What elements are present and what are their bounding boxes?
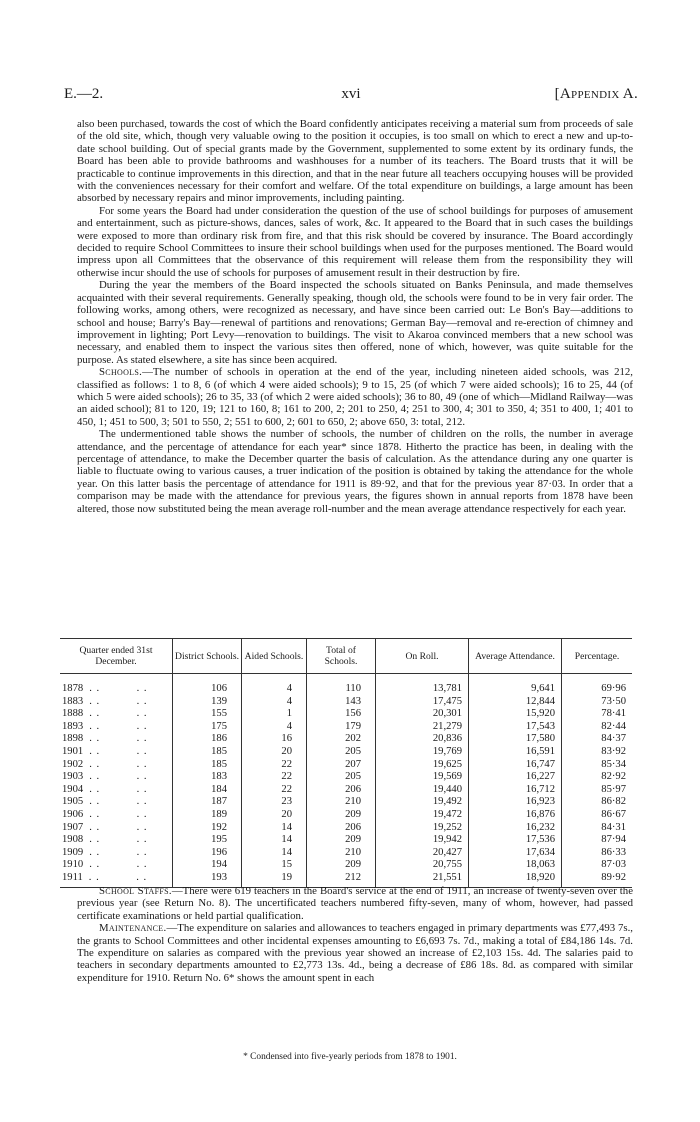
total-cell: 209 [307,859,376,872]
col-header-total: Total of Schools. [307,639,376,674]
year-value: 1903 [62,771,84,783]
aided-cell: 22 [242,771,307,784]
schools-heading: Schools. [99,366,143,379]
paragraph-table-intro: The undermentioned table shows the number of schools, the number of children on the rolls, the number in average attendance, and the percentage of attendance for each year* since 1878. Hitherto the practice has been, in dealing with the percentage of attendance, to make the December quarter the basis of calculation. As the attendance during any one quarter is liable to fluctuate owing to various causes, a truer indication of the position is obtained by taking the attendance for the whole year. On this latter basis the percentage of attendance for 1911 is 89·92, and that for the previous year 87·03. In order that a comparison may be made with the attendance for previous years, the figures shown in annual reports from 1878 have been altered, those now substituted being the mean average roll-number and the mean average attendance respectively for each year. [77,428,633,515]
aided-cell: 14 [242,847,307,860]
district-cell: 187 [173,796,242,809]
year-cell [60,809,173,822]
average-cell: 16,923 [469,796,562,809]
leader-dots: . . . . [89,695,148,707]
on-roll-cell: 19,440 [376,784,469,797]
table-row [60,721,632,734]
table-row [60,708,632,721]
average-cell: 16,232 [469,822,562,835]
district-cell: 185 [173,746,242,759]
aided-cell: 23 [242,796,307,809]
leader-dots: . . . . [89,846,148,858]
percentage-cell: 73·50 [562,696,633,709]
footnote: * Condensed into five-yearly periods from 1878 to 1901. [243,1052,457,1062]
year-cell [60,721,173,734]
year-cell [60,847,173,860]
col-header-percentage: Percentage. [562,639,633,674]
on-roll-cell: 19,472 [376,809,469,822]
average-cell: 16,591 [469,746,562,759]
leader-dots: . . . . [89,720,148,732]
year-value: 1908 [62,834,84,846]
district-cell: 185 [173,759,242,772]
average-cell: 12,844 [469,696,562,709]
year-value: 1909 [62,846,84,858]
district-cell: 175 [173,721,242,734]
aided-cell: 14 [242,834,307,847]
year-cell [60,822,173,835]
col-header-average: Average Attendance. [469,639,562,674]
year-value: 1883 [62,695,84,707]
average-cell: 18,063 [469,859,562,872]
district-cell: 139 [173,696,242,709]
leader-dots: . . . . [89,859,148,871]
total-cell: 207 [307,759,376,772]
leader-dots: . . . . [89,745,148,757]
year-cell [60,834,173,847]
average-cell: 18,920 [469,872,562,887]
appendix-label: [Appendix A. [554,86,638,102]
table-row [60,847,632,860]
paragraph-buildings: also been purchased, towards the cost of which the Board confidently anticipates receiving a material sum from proceeds of sale of the old site, which, though very valuable owing to the position it occupies, is too small on which to erect a new and up-to-date school building. Out of special grants made by the Government, supplemented to some extent by its ordinary funds, the Board has been able to provide bathrooms and washhouses for a number of its teachers. The Board trusts that it will be practicable to continue improvements in this direction, and that in the near future all teachers occupying houses will be provided with the conveniences necessary for their comfort and welfare. Of the total expenditure on buildings, a large amount has been absorbed by necessary repairs and minor improvements, including painting. [77,118,633,205]
spacer-row [60,674,632,684]
total-cell: 156 [307,708,376,721]
percentage-cell: 84·37 [562,733,633,746]
staffs-text: —There were 619 teachers in the Board's service at the end of 1911, an increase of twenty-seven over the previous year (see Return No. 8). The uncertificated teachers numbered fifty-seven, many of whom, however, had passed certificate examinations or held partial qualification. [77,885,633,922]
year-value: 1907 [62,821,84,833]
aided-cell: 15 [242,859,307,872]
percentage-cell: 89·92 [562,872,633,887]
on-roll-cell: 17,475 [376,696,469,709]
total-cell: 212 [307,872,376,887]
total-cell: 202 [307,733,376,746]
average-cell: 16,876 [469,809,562,822]
leader-dots: . . . . [89,758,148,770]
average-cell: 16,227 [469,771,562,784]
aided-cell: 14 [242,822,307,835]
paragraph-banks-peninsula: During the year the members of the Board inspected the schools situated on Banks Peninsula, and made themselves acquainted with their several requirements. Generally speaking, though old, the schools were found to be in very fair order. The following works, among others, were recognized as necessary, and have since been carried out: Le Bon's Bay—additions to school and house; Barry's Bay—renewal of partitions and renovations; German Bay—removal and re-erection of chimney and improvement in lighting; Port Levy—renovation to buildings. The visit to Akaroa convinced members that a new school was necessary, and enabled them to inspect the various sites then offered, none of which, however, was quite suitable for the purpose. As stated elsewhere, a site has since been acquired. [77,279,633,366]
average-cell: 17,543 [469,721,562,734]
table-row [60,859,632,872]
aided-cell: 16 [242,733,307,746]
percentage-cell: 86·82 [562,796,633,809]
table-row [60,759,632,772]
col-header-on-roll: On Roll. [376,639,469,674]
year-value: 1902 [62,758,84,770]
maintenance-heading: Maintenance. [99,922,167,935]
on-roll-cell: 21,279 [376,721,469,734]
district-cell: 192 [173,822,242,835]
year-value: 1901 [62,745,84,757]
on-roll-cell: 19,769 [376,746,469,759]
district-cell: 184 [173,784,242,797]
table-body [60,674,632,888]
aided-cell: 4 [242,683,307,696]
year-value: 1888 [62,708,84,720]
total-cell: 209 [307,834,376,847]
on-roll-cell: 19,492 [376,796,469,809]
district-cell: 155 [173,708,242,721]
average-cell: 17,634 [469,847,562,860]
district-cell: 195 [173,834,242,847]
district-cell: 196 [173,847,242,860]
percentage-cell: 86·33 [562,847,633,860]
year-value: 1878 [62,683,84,694]
year-cell [60,708,173,721]
district-cell: 194 [173,859,242,872]
col-header-aided: Aided Schools. [242,639,307,674]
average-cell: 9,641 [469,683,562,696]
leader-dots: . . . . [89,708,148,720]
total-cell: 210 [307,847,376,860]
attendance-table [60,638,632,888]
year-cell [60,859,173,872]
average-cell: 17,580 [469,733,562,746]
year-value: 1911 [62,871,83,883]
total-cell: 206 [307,822,376,835]
page-number: xvi [341,86,361,102]
page-header [64,86,638,106]
total-cell: 210 [307,796,376,809]
total-cell: 110 [307,683,376,696]
aided-cell: 22 [242,784,307,797]
average-cell: 16,747 [469,759,562,772]
average-cell: 15,920 [469,708,562,721]
aided-cell: 1 [242,708,307,721]
schools-text: —The number of schools in operation at the end of the year, including nineteen aided schools, was 212, classified as follows: 1 to 8, 6 (of which 4 were aided schools); 9 to 15, 25 (of which 7 were aided schools); 16 to 25, 44 (of which 5 were aided schools); 26 to 35, 33 (of which 2 were aided schools); 36 to 80, 49 (one of which—Midland Railway—was an aided school); 81 to 120, 19; 121 to 160, 8; 161 to 200, 2; 201 to 250, 4; 251 to 300, 4; 301 to 350, 4; 351 to 400, 1; 401 to 450, 1; 451 to 500, 3; 501 to 550, 2; 551 to 600, 2; 601 to 650, 2; above 650, 3: total, 212. [77,366,633,428]
body-text-continued [77,885,633,984]
paragraph-amusement: For some years the Board had under consideration the question of the use of school buildings for purposes of amusement and entertainment, such as picture-shows, dances, sales of work, &c. It appeared to the Board that in such cases the buildings were exposed to more than ordinary risk from fire, and that this risk should be covered by insurance. The Board accordingly decided to require School Committees to insure their school buildings when used for the purposes mentioned. The Board would impress upon all Committees that the observance of this requirement will release them from the responsibility they will otherwise incur should the use of schools for purposes of amusement result in their destruction by fire. [77,204,633,279]
year-cell [60,733,173,746]
percentage-cell: 82·92 [562,771,633,784]
percentage-cell: 87·03 [562,859,633,872]
leader-dots: . . . . [89,808,148,820]
on-roll-cell: 19,252 [376,822,469,835]
year-cell [60,784,173,797]
leader-dots: . . . . [89,796,148,808]
leader-dots: . . . . [89,783,148,795]
on-roll-cell: 20,301 [376,708,469,721]
district-cell: 183 [173,771,242,784]
total-cell: 205 [307,771,376,784]
leader-dots: . . . . [89,834,148,846]
percentage-cell: 82·44 [562,721,633,734]
percentage-cell: 69·96 [562,683,633,696]
table-row [60,771,632,784]
year-cell [60,696,173,709]
district-cell: 186 [173,733,242,746]
total-cell: 143 [307,696,376,709]
year-cell [60,771,173,784]
on-roll-cell: 13,781 [376,683,469,696]
table-row [60,809,632,822]
percentage-cell: 86·67 [562,809,633,822]
on-roll-cell: 20,836 [376,733,469,746]
aided-cell: 4 [242,721,307,734]
table-row [60,834,632,847]
total-cell: 206 [307,784,376,797]
table-row [60,733,632,746]
table-row [60,784,632,797]
on-roll-cell: 21,551 [376,872,469,887]
on-roll-cell: 20,427 [376,847,469,860]
year-value: 1906 [62,808,84,820]
paragraph-maintenance [77,922,633,984]
leader-dots: . . . . [89,683,148,694]
aided-cell: 20 [242,809,307,822]
year-cell [60,683,173,696]
percentage-cell: 85·34 [562,759,633,772]
table-row [60,746,632,759]
leader-dots: . . . . [89,771,148,783]
percentage-cell: 87·94 [562,834,633,847]
aided-cell: 20 [242,746,307,759]
paragraph-staffs [77,885,633,922]
total-cell: 209 [307,809,376,822]
staffs-heading: School Staffs. [99,885,172,897]
leader-dots: . . . . [89,821,148,833]
percentage-cell: 78·41 [562,708,633,721]
aided-cell: 22 [242,759,307,772]
col-header-district: District Schools. [173,639,242,674]
table-row [60,822,632,835]
district-cell: 189 [173,809,242,822]
on-roll-cell: 19,569 [376,771,469,784]
district-cell: 106 [173,683,242,696]
year-cell [60,746,173,759]
year-value: 1905 [62,796,84,808]
leader-dots: . . . . [89,733,148,745]
total-cell: 205 [307,746,376,759]
on-roll-cell: 19,942 [376,834,469,847]
average-cell: 16,712 [469,784,562,797]
percentage-cell: 85·97 [562,784,633,797]
table-row [60,696,632,709]
on-roll-cell: 19,625 [376,759,469,772]
district-cell: 193 [173,872,242,887]
table-row [60,683,632,696]
aided-cell: 19 [242,872,307,887]
total-cell: 179 [307,721,376,734]
year-value: 1910 [62,859,84,871]
aided-cell: 4 [242,696,307,709]
year-cell [60,796,173,809]
percentage-cell: 83·92 [562,746,633,759]
table-header-row [60,639,632,674]
average-cell: 17,536 [469,834,562,847]
report-reference: E.—2. [64,86,104,102]
maintenance-text: —The expenditure on salaries and allowances to teachers engaged in primary departments was £77,493 7s., the grants to School Committees and other incidental expenses amounting to £6,693 7s. 7d., making a total of £84,186 14s. 7d. The expenditure on salaries as compared with the previous year showed an increase of £2,103 15s. 4d. The salaries paid to teachers in secondary departments amounted to £2,773 13s. 4d., being a decrease of £86 18s. 8d. as compared with similar expenditure for 1910. Return No. 6* shows the amount spent in each [77,922,633,984]
paragraph-schools [77,366,633,428]
year-value: 1893 [62,720,84,732]
year-value: 1904 [62,783,84,795]
col-header-quarter: Quarter ended 31st December. [60,639,173,674]
body-text [77,118,633,515]
on-roll-cell: 20,755 [376,859,469,872]
table-row [60,796,632,809]
percentage-cell: 84·31 [562,822,633,835]
year-value: 1898 [62,733,84,745]
year-cell [60,759,173,772]
leader-dots: . . . . [88,871,148,883]
